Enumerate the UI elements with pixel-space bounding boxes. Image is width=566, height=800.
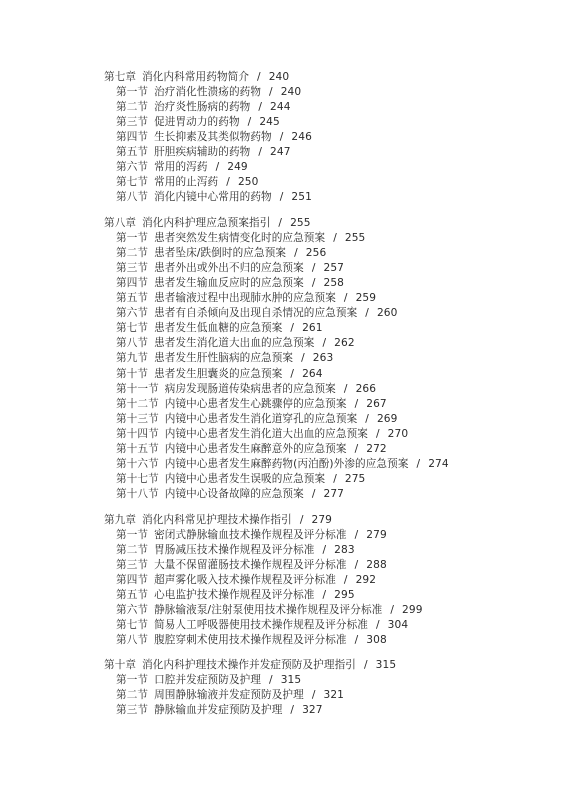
section-label: 第十五节 — [116, 442, 159, 455]
section-label: 第八节 — [116, 337, 149, 350]
section-label: 第六节 — [116, 161, 149, 174]
section-entry[interactable] — [116, 528, 387, 542]
section-entry[interactable] — [116, 160, 248, 174]
page-separator: / — [301, 352, 305, 365]
page-separator: / — [279, 131, 284, 144]
section-entry[interactable] — [116, 261, 344, 275]
section-entry[interactable] — [116, 543, 355, 557]
chapter-page-number: 240 — [268, 71, 290, 83]
section-page-number: 264 — [302, 367, 323, 380]
section-entry[interactable] — [116, 100, 291, 114]
section-page-number: 262 — [334, 337, 355, 350]
section-title: 患者突然发生病情变化时的应急预案 — [154, 232, 326, 245]
section-page-number: 315 — [280, 674, 302, 687]
section-entry[interactable] — [116, 558, 387, 572]
section-title: 治疗消化性溃疡的药物 — [154, 86, 262, 99]
section-label: 第五节 — [116, 292, 149, 305]
section-label: 第十八节 — [116, 487, 159, 500]
chapter-page-number: 255 — [290, 217, 311, 229]
section-page-number: 261 — [302, 322, 323, 335]
section-label: 第九节 — [116, 352, 149, 365]
section-entry[interactable] — [116, 427, 408, 441]
section-entry[interactable] — [116, 321, 323, 335]
page-separator: / — [258, 101, 263, 114]
section-entry[interactable] — [116, 487, 344, 501]
page-separator: / — [365, 412, 369, 425]
section-page-number: 259 — [355, 292, 377, 305]
page-separator: / — [416, 457, 421, 470]
chapter-label: 第十章 — [104, 659, 137, 671]
section-title: 内镜中心患者发生消化道穿孔的应急预案 — [164, 412, 358, 425]
section-label: 第五节 — [116, 146, 149, 159]
section-label: 第二节 — [116, 247, 149, 260]
section-entry[interactable] — [116, 190, 312, 204]
page-separator: / — [311, 262, 316, 275]
page-separator: / — [333, 472, 337, 485]
section-page-number: 240 — [280, 86, 302, 99]
section-entry[interactable] — [116, 633, 387, 647]
section-page-number: 270 — [387, 427, 409, 440]
section-page-number: 255 — [344, 232, 366, 245]
section-label: 第十六节 — [116, 457, 159, 470]
chapter-entry[interactable] — [104, 216, 311, 230]
chapter-title: 消化内科常见护理技术操作指引 — [142, 514, 292, 526]
section-title: 内镜中心患者发生消化道大出血的应急预案 — [164, 427, 368, 440]
section-entry[interactable] — [116, 442, 387, 456]
section-label: 第三节 — [116, 116, 149, 129]
section-label: 第八节 — [116, 191, 149, 204]
page-separator: / — [215, 161, 220, 174]
section-page-number: 247 — [270, 146, 291, 159]
page-separator: / — [322, 337, 327, 350]
section-entry[interactable] — [116, 306, 397, 320]
section-entry[interactable] — [116, 588, 355, 602]
section-entry[interactable] — [116, 688, 344, 702]
section-entry[interactable] — [116, 457, 449, 471]
section-page-number: 249 — [227, 161, 248, 174]
section-page-number: 258 — [323, 277, 345, 290]
section-title: 心电监护技术操作规程及评分标准 — [154, 589, 315, 602]
section-label: 第三节 — [116, 262, 149, 275]
section-page-number: 266 — [355, 382, 377, 395]
section-entry[interactable] — [116, 673, 301, 687]
section-label: 第十节 — [116, 367, 149, 380]
section-entry[interactable] — [116, 145, 291, 159]
section-entry[interactable] — [116, 367, 323, 381]
page-separator: / — [311, 487, 316, 500]
page-separator: / — [365, 307, 369, 320]
section-label: 第十七节 — [116, 472, 159, 485]
section-entry[interactable] — [116, 382, 376, 396]
page-separator: / — [247, 116, 252, 129]
section-entry[interactable] — [116, 85, 301, 99]
section-label: 第八节 — [116, 634, 149, 647]
chapter-label: 第八章 — [104, 217, 137, 229]
section-page-number: 256 — [305, 247, 327, 260]
section-label: 第一节 — [116, 529, 149, 542]
section-page-number: 251 — [291, 191, 312, 204]
page-separator: / — [375, 427, 380, 440]
section-title: 常用的止泻药 — [154, 176, 219, 189]
section-page-number: 308 — [366, 634, 387, 647]
section-label: 第十二节 — [116, 397, 159, 410]
section-page-number: 295 — [334, 589, 355, 602]
section-title: 患者发生肝性脑病的应急预案 — [154, 352, 294, 365]
section-title: 内镜中心设备故障的应急预案 — [164, 487, 304, 500]
section-entry[interactable] — [116, 336, 355, 350]
section-entry[interactable] — [116, 291, 376, 305]
section-title: 消化内镜中心常用的药物 — [154, 191, 272, 204]
chapter-label: 第七章 — [104, 71, 137, 83]
page-separator: / — [322, 544, 327, 557]
section-title: 周围静脉输液并发症预防及护理 — [154, 689, 304, 702]
section-label: 第十四节 — [116, 427, 159, 440]
chapter-page-number: 279 — [311, 514, 333, 526]
section-page-number: 267 — [366, 397, 387, 410]
section-label: 第四节 — [116, 574, 149, 587]
section-page-number: 260 — [376, 307, 398, 320]
section-title: 患者输液过程中出现肺水肿的应急预案 — [154, 292, 336, 305]
section-title: 常用的泻药 — [154, 161, 208, 174]
section-entry[interactable] — [116, 472, 365, 486]
section-title: 病房发现肠道传染病患者的应急预案 — [164, 382, 336, 395]
section-label: 第七节 — [116, 176, 149, 189]
section-title: 内镜中心患者发生误吸的应急预案 — [164, 472, 326, 485]
section-entry[interactable] — [116, 351, 333, 365]
section-label: 第一节 — [116, 232, 149, 245]
page-separator: / — [290, 322, 295, 335]
chapter-entry[interactable] — [104, 658, 396, 672]
section-title: 内镜中心患者发生麻醉药物(丙泊酚)外渗的应急预案 — [164, 457, 409, 470]
section-page-number: 263 — [312, 352, 334, 365]
chapter-title: 消化内科护理应急预案指引 — [142, 217, 271, 229]
section-label: 第五节 — [116, 589, 149, 602]
section-title: 肝胆疾病辅助的药物 — [154, 146, 251, 159]
page-separator: / — [354, 529, 359, 542]
section-page-number: 327 — [302, 704, 323, 717]
section-entry[interactable] — [116, 175, 258, 189]
section-page-number: 304 — [387, 619, 409, 632]
section-entry[interactable] — [116, 573, 376, 587]
page-separator: / — [354, 559, 359, 572]
page-separator: / — [278, 217, 283, 229]
section-title: 患者坠床/跌倒时的应急预案 — [154, 247, 287, 260]
section-page-number: 299 — [402, 604, 423, 617]
page-separator: / — [354, 442, 359, 455]
section-entry[interactable] — [116, 703, 323, 717]
section-title: 大量不保留灌肠技术操作规程及评分标准 — [154, 559, 347, 572]
section-title: 促进胃动力的药物 — [154, 116, 240, 129]
section-entry[interactable] — [116, 397, 387, 411]
page-separator: / — [269, 86, 273, 99]
section-page-number: 275 — [344, 472, 366, 485]
page-separator: / — [363, 659, 368, 671]
page-separator: / — [269, 674, 273, 687]
chapter-entry[interactable] — [104, 513, 332, 527]
section-page-number: 246 — [291, 131, 312, 144]
section-title: 患者有自杀倾向及出现自杀情况的应急预案 — [154, 307, 358, 320]
page-separator: / — [390, 604, 395, 617]
page-separator: / — [354, 397, 359, 410]
section-title: 患者外出或外出不归的应急预案 — [154, 262, 304, 275]
section-label: 第六节 — [116, 604, 149, 617]
page-separator: / — [258, 146, 263, 159]
section-label: 第七节 — [116, 322, 149, 335]
section-label: 第三节 — [116, 704, 149, 717]
page-separator: / — [299, 514, 304, 526]
page-separator: / — [290, 367, 295, 380]
section-page-number: 245 — [259, 116, 280, 129]
section-label: 第四节 — [116, 131, 149, 144]
section-title: 腹腔穿刺术使用技术操作规程及评分标准 — [154, 634, 347, 647]
section-title: 治疗炎性肠病的药物 — [154, 101, 251, 114]
section-title: 患者发生输血反应时的应急预案 — [154, 277, 304, 290]
page-separator: / — [354, 634, 359, 647]
section-page-number: 274 — [428, 457, 449, 470]
page-separator: / — [333, 232, 337, 245]
section-title: 患者发生低血糖的应急预案 — [154, 322, 283, 335]
chapter-page-number: 315 — [375, 659, 397, 671]
section-title: 患者发生胆囊炎的应急预案 — [154, 367, 283, 380]
section-title: 胃肠减压技术操作规程及评分标准 — [154, 544, 315, 557]
section-label: 第二节 — [116, 544, 149, 557]
section-entry[interactable] — [116, 130, 312, 144]
section-label: 第四节 — [116, 277, 149, 290]
section-title: 口腔并发症预防及护理 — [154, 674, 262, 687]
section-page-number: 277 — [323, 487, 345, 500]
section-page-number: 321 — [323, 689, 345, 702]
section-page-number: 244 — [270, 101, 291, 114]
chapter-title: 消化内科护理技术操作并发症预防及护理指引 — [142, 659, 356, 671]
page-separator: / — [294, 247, 298, 260]
page-separator: / — [322, 589, 327, 602]
section-title: 静脉输血并发症预防及护理 — [154, 704, 283, 717]
section-entry[interactable] — [116, 276, 344, 290]
section-page-number: 288 — [366, 559, 387, 572]
section-label: 第二节 — [116, 689, 149, 702]
chapter-entry[interactable] — [104, 70, 289, 84]
section-label: 第十一节 — [116, 382, 159, 395]
section-label: 第三节 — [116, 559, 149, 572]
page-separator: / — [375, 619, 380, 632]
section-page-number: 257 — [323, 262, 345, 275]
section-entry[interactable] — [116, 231, 365, 245]
page-separator: / — [343, 292, 348, 305]
section-title: 简易人工呼吸器使用技术操作规程及评分标准 — [154, 619, 368, 632]
section-label: 第二节 — [116, 101, 149, 114]
section-title: 患者发生消化道大出血的应急预案 — [154, 337, 315, 350]
section-title: 生长抑素及其类似物药物 — [154, 131, 272, 144]
section-title: 内镜中心患者发生心跳骤停的应急预案 — [164, 397, 347, 410]
page-separator: / — [343, 382, 348, 395]
page-separator: / — [311, 689, 316, 702]
section-page-number: 269 — [376, 412, 398, 425]
section-entry[interactable] — [116, 246, 326, 260]
section-page-number: 283 — [334, 544, 355, 557]
section-title: 静脉输液泵/注射泵使用技术操作规程及评分标准 — [154, 604, 383, 617]
page-separator: / — [290, 704, 295, 717]
page-separator: / — [257, 71, 261, 83]
section-page-number: 250 — [237, 176, 259, 189]
page-separator: / — [343, 574, 348, 587]
section-entry[interactable] — [116, 618, 408, 632]
section-entry[interactable] — [116, 603, 423, 617]
section-page-number: 292 — [355, 574, 377, 587]
section-title: 密闭式静脉输血技术操作规程及评分标准 — [154, 529, 347, 542]
section-label: 第一节 — [116, 86, 149, 99]
page-separator: / — [311, 277, 316, 290]
page-separator: / — [279, 191, 284, 204]
section-title: 内镜中心患者发生麻醉意外的应急预案 — [164, 442, 347, 455]
section-label: 第七节 — [116, 619, 149, 632]
section-label: 第一节 — [116, 674, 149, 687]
section-entry[interactable] — [116, 412, 397, 426]
section-entry[interactable] — [116, 115, 280, 129]
section-label: 第六节 — [116, 307, 149, 320]
section-page-number: 272 — [366, 442, 387, 455]
page-separator: / — [226, 176, 230, 189]
section-label: 第十三节 — [116, 412, 159, 425]
section-title: 超声雾化吸入技术操作规程及评分标准 — [154, 574, 336, 587]
chapter-title: 消化内科常用药物简介 — [142, 71, 250, 83]
chapter-label: 第九章 — [104, 514, 137, 526]
section-page-number: 279 — [366, 529, 387, 542]
